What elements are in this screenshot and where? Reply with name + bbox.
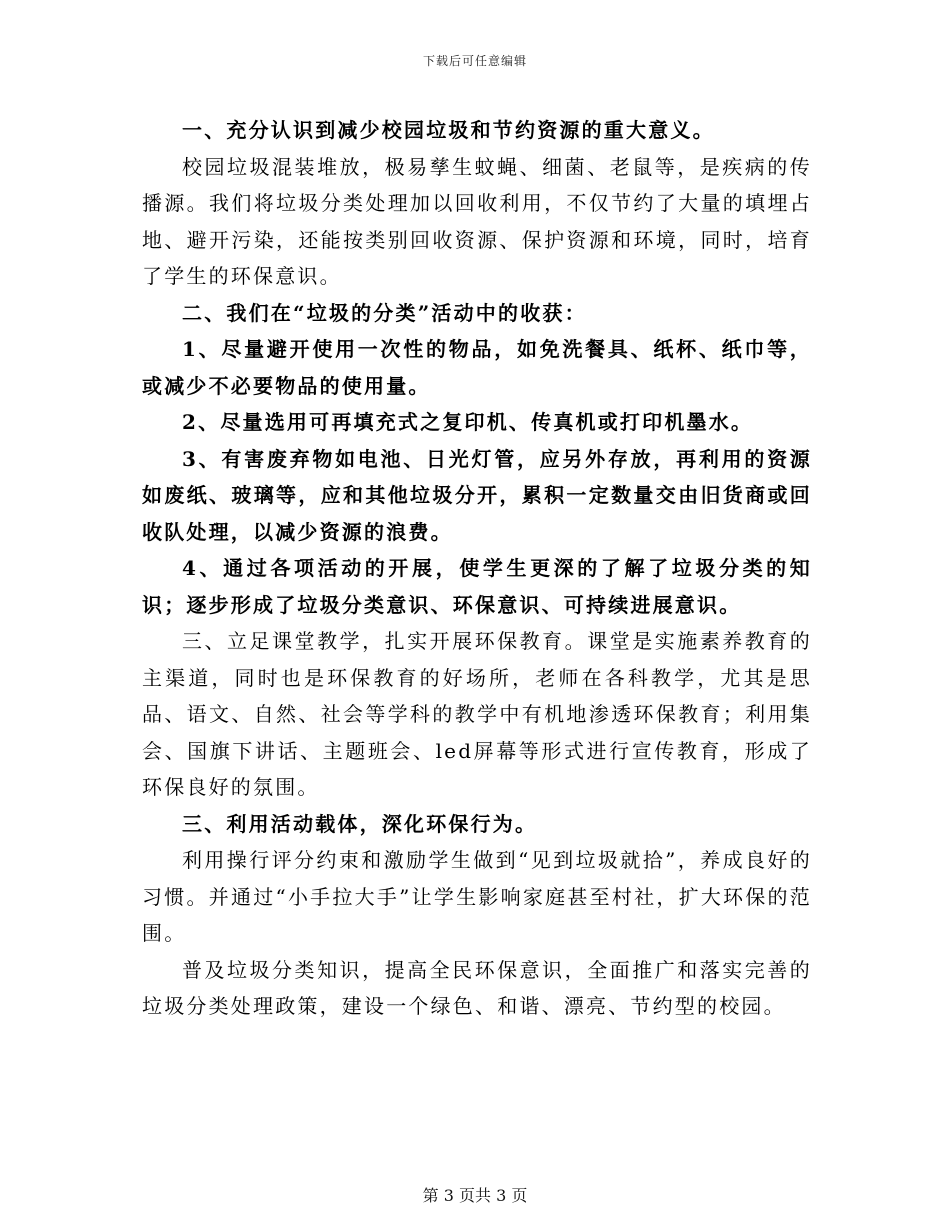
list-item-4: 4、通过各项活动的开展，使学生更深的了解了垃圾分类的知识；逐步形成了垃圾分类意识、环保意识、可持续进展意识。 xyxy=(142,556,812,617)
page-footer: 第 3 页共 3 页 xyxy=(422,1186,528,1205)
body-paragraph: 三、立足课堂教学，扎实开展环保教育。课堂是实施素养教育的主渠道，同时也是环保教育的好场所，老师在各科教学，尤其是思品、语文、自然、社会等学科的教学中有机地渗透环保教育；利用集会、国旗下讲话、主题班会、led屏幕等形式进行宣传教育，形成了环保良好的氛围。 xyxy=(142,629,812,799)
body-paragraph: 普及垃圾分类知识，提高全民环保意识，全面推广和落实完善的垃圾分类处理政策，建设一个绿色、和谐、漂亮、节约型的校园。 xyxy=(142,957,812,1018)
list-item-2: 2、尽量选用可再填充式之复印机、传真机或打印机墨水。 xyxy=(182,410,754,434)
document-body xyxy=(142,112,812,1025)
section-heading-1: 一、充分认识到减少校园垃圾和节约资源的重大意义。 xyxy=(182,118,715,142)
body-paragraph: 利用操行评分约束和激励学生做到“见到垃圾就拾”，养成良好的习惯。并通过“小手拉大手”让学生影响家庭甚至村社，扩大环保的范围。 xyxy=(142,848,812,945)
section-heading-3: 三、利用活动载体，深化环保行为。 xyxy=(182,811,538,836)
section-heading-2: 二、我们在“垃圾的分类”活动中的收获： xyxy=(182,300,587,325)
list-item-1: 1、尽量避开使用一次性的物品，如免洗餐具、纸杯、纸巾等，或减少不必要物品的使用量。 xyxy=(142,337,812,398)
page-header: 下载后可任意编辑 xyxy=(422,54,527,68)
body-paragraph: 校园垃圾混装堆放，极易孳生蚊蝇、细菌、老鼠等，是疾病的传播源。我们将垃圾分类处理加以回收利用，不仅节约了大量的填埋占地、避开污染，还能按类别回收资源、保护资源和环境，同时，培育了学生的环保意识。 xyxy=(142,154,812,288)
list-item-3: 3、有害废弃物如电池、日光灯管，应另外存放，再利用的资源如废纸、玻璃等，应和其他垃圾分开，累积一定数量交由旧货商或回收队处理，以减少资源的浪费。 xyxy=(142,446,812,544)
